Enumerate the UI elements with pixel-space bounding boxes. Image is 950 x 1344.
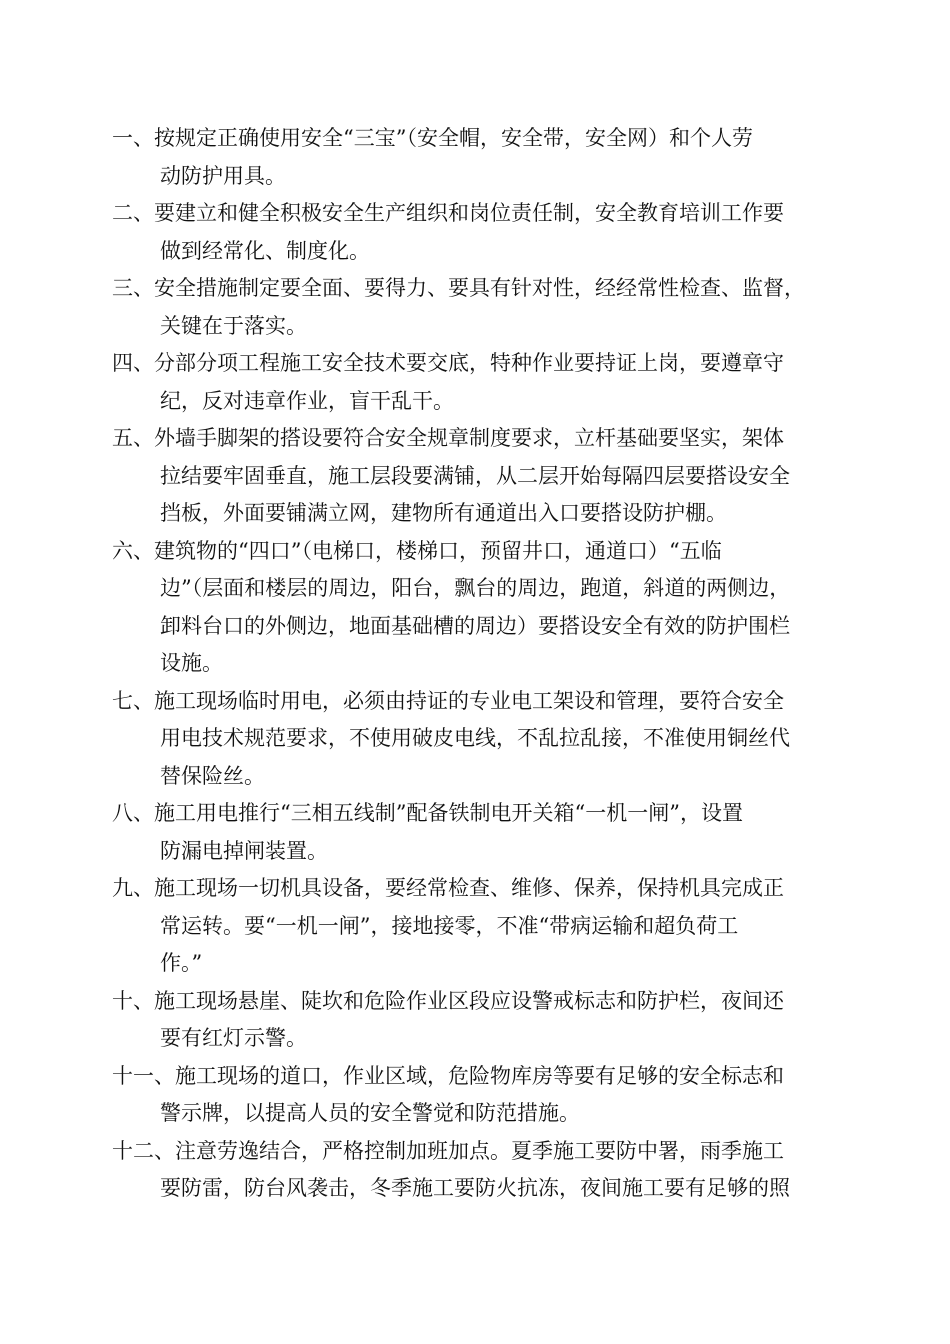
safety-rules-list — [112, 120, 840, 1208]
rule-item-line: 拉结要牢固垂直，施工层段要满铺，从二层开始每隔四层要搭设安全 — [160, 463, 790, 488]
rule-item-7 — [112, 683, 840, 796]
rule-item-3 — [112, 270, 840, 345]
rule-item-line: 作。” — [160, 951, 203, 975]
rule-item-line: 关键在于落实。 — [160, 313, 307, 338]
rule-item-6 — [112, 533, 840, 683]
rule-item-line: 十二、注意劳逸结合，严格控制加班加点。夏季施工要防中署，雨季施工 — [112, 1138, 784, 1163]
rule-item-line: 设施。 — [160, 651, 223, 675]
rule-item-line: 六、建筑物的“四口”（电梯口，楼梯口，预留井口，通道口）“五临 — [112, 538, 722, 563]
rule-item-line: 要防雷，防台风袭击，冬季施工要防火抗冻，夜间施工要有足够的照 — [160, 1176, 790, 1200]
rule-item-line: 二、要建立和健全积极安全生产组织和岗位责任制，安全教育培训工作要 — [112, 201, 784, 225]
rule-item-1 — [112, 120, 840, 195]
rule-item-line: 五、外墙手脚架的搭设要符合安全规章制度要求，立杆基础要坚实，架体 — [112, 426, 784, 450]
rule-item-9 — [112, 870, 840, 983]
rule-item-2 — [112, 195, 840, 270]
rule-item-line: 十一、施工现场的道口，作业区域，危险物库房等要有足够的安全标志和 — [112, 1063, 784, 1088]
rule-item-line: 常运转。要“一机一闸”，接地接零，不准“带病运输和超负荷工 — [160, 913, 739, 938]
rule-item-10 — [112, 983, 840, 1058]
rule-item-line: 替保险丝。 — [160, 763, 265, 788]
rule-item-12 — [112, 1133, 840, 1208]
rule-item-line: 纪，反对违章作业，盲干乱干。 — [160, 388, 454, 413]
rule-item-line: 七、施工现场临时用电，必须由持证的专业电工架设和管理，要符合安全 — [112, 688, 784, 713]
rule-item-line: 做到经常化、制度化。 — [160, 238, 370, 263]
rule-item-line: 三、安全措施制定要全面、要得力、要具有针对性，经经常性检查、监督， — [112, 276, 805, 300]
rule-item-line: 挡板，外面要铺满立网，建物所有通道出入口要搭设防护棚。 — [160, 501, 727, 525]
rule-item-8 — [112, 795, 840, 870]
rule-item-line: 动防护用具。 — [160, 163, 286, 188]
rule-item-line: 十、施工现场悬崖、陡坎和危险作业区段应设警戒标志和防护栏，夜间还 — [112, 988, 784, 1013]
rule-item-line: 一、按规定正确使用安全“三宝”（安全帽，安全带，安全网）和个人劳 — [112, 126, 753, 150]
rule-item-line: 用电技术规范要求，不使用破皮电线，不乱拉乱接，不准使用铜丝代 — [160, 726, 790, 750]
rule-item-5 — [112, 420, 840, 533]
rule-item-line: 四、分部分项工程施工安全技术要交底，特种作业要持证上岗，要遵章守 — [112, 351, 784, 375]
rule-item-4 — [112, 345, 840, 420]
rule-item-line: 八、施工用电推行“三相五线制”配备铁制电开关箱“一机一闸”，设置 — [112, 801, 743, 825]
rule-item-line: 九、施工现场一切机具设备，要经常检查、维修、保养，保持机具完成正 — [112, 876, 784, 900]
rule-item-line: 警示牌，以提高人员的安全警觉和防范措施。 — [160, 1101, 580, 1125]
rule-item-line: 边”（层面和楼层的周边，阳台，飘台的周边，跑道，斜道的两侧边， — [160, 576, 791, 600]
rule-item-line: 卸料台口的外侧边，地面基础槽的周边）要搭设安全有效的防护围栏 — [160, 613, 790, 638]
rule-item-11 — [112, 1058, 840, 1133]
rule-item-line: 防漏电掉闸装置。 — [160, 838, 328, 863]
rule-item-line: 要有红灯示警。 — [160, 1026, 307, 1050]
